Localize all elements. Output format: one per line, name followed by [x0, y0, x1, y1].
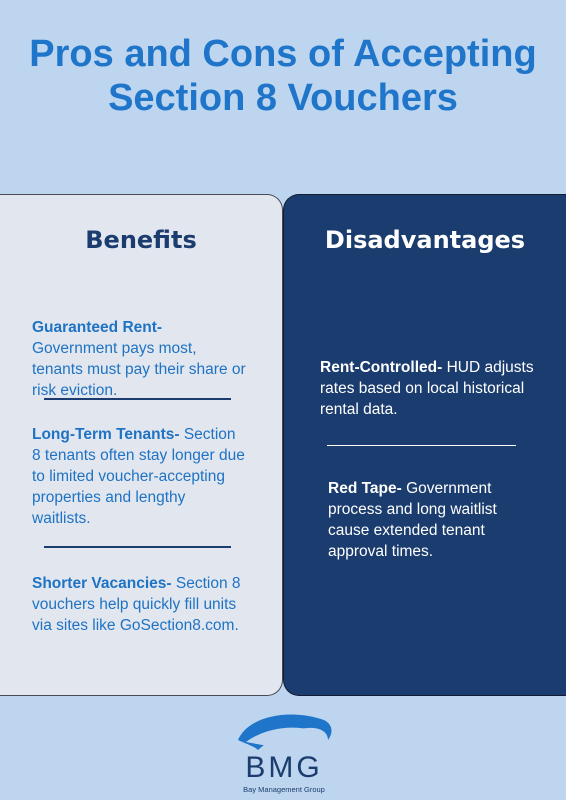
benefit-text: Government pays most, tenants must pay their share or risk eviction.: [32, 340, 246, 399]
benefit-text: Section 8 tenants often stay longer due to limited voucher-accepting properties and lengthy waitlists.: [32, 426, 245, 527]
disadvantages-panel: [283, 194, 566, 696]
benefit-term: Shorter Vacancies-: [32, 575, 172, 592]
disadvantages-heading: Disadvantages: [324, 226, 526, 254]
logo-company-name: Bay Management Group: [243, 785, 325, 794]
disadvantage-text: HUD adjusts rates based on local historical rental data.: [320, 359, 534, 418]
benefits-panel: [0, 194, 283, 696]
disadvantage-item-red-tape: [328, 478, 533, 562]
disadvantage-term: Red Tape-: [328, 480, 402, 497]
benefits-divider: [44, 398, 231, 400]
benefits-divider: [44, 546, 231, 548]
benefit-term: Guaranteed Rent-: [32, 319, 163, 336]
benefits-heading: Benefits: [85, 226, 197, 254]
benefit-term: Long-Term Tenants-: [32, 426, 180, 443]
bmg-logo: [228, 710, 340, 794]
benefit-item-guaranteed-rent: [32, 317, 247, 401]
page-title: Pros and Cons of Accepting Section 8 Vouchers: [29, 33, 537, 119]
disadvantage-term: Rent-Controlled-: [320, 359, 443, 376]
logo-letters: BMG: [245, 751, 323, 784]
benefit-text: Section 8 vouchers help quickly fill units via sites like GoSection8.com.: [32, 575, 241, 634]
disadvantages-divider: [327, 445, 516, 446]
disadvantage-item-rent-controlled: [320, 357, 535, 420]
benefit-item-shorter-vacancies: [32, 573, 247, 636]
benefit-item-long-term-tenants: [32, 424, 247, 529]
wave-logo-icon: [228, 710, 340, 756]
disadvantage-text: Government process and long waitlist cause extended tenant approval times.: [328, 480, 497, 560]
